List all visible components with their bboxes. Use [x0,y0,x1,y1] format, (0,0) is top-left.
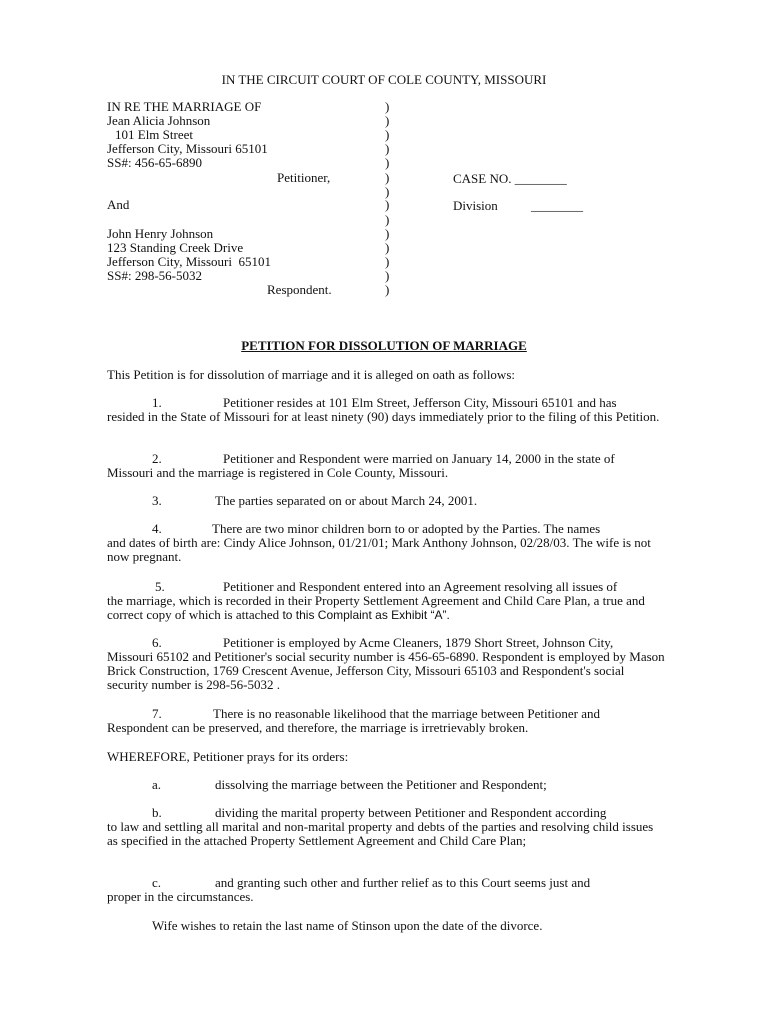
division-label: Division [453,198,498,213]
order-c: c. and granting such other and further relief as to this Court seems just and proper in the circumstances. [107,875,591,904]
respondent-city: Jefferson City, Missouri 65101 [107,254,271,269]
caption-paren: ) [385,99,390,114]
paragraph-6: 6. Petitioner is employed by Acme Cleaners, 1879 Short Street, Johnson City, Missouri 65102 and Petitioner's social security number is 456-65-6890. Respondent is employed by Mason Brick Construction, 1769 Crescent Avenue, Jefferson City, Missouri 65103 and Respondent's social security number is 298-56-5032 . [107,635,665,692]
caption-paren: ) [385,240,390,255]
caption-paren: ) [385,113,390,128]
order-letter: c. [152,875,162,890]
intro-text: This Petition is for dissolution of marriage and it is alleged on oath as follows: [107,367,515,382]
caption-paren: ) [385,268,390,283]
caption-paren: ) [385,155,390,170]
caption-paren: ) [385,282,390,297]
paragraph-3: 3. The parties separated on or about March 24, 2001. [107,494,667,508]
caption-paren: ) [385,212,390,227]
order-letter: b. [152,805,162,820]
petitioner-name: Jean Alicia Johnson [107,113,211,128]
paragraph-1: 1. Petitioner resides at 101 Elm Street, Jefferson City, Missouri 65101 and has resided in the State of Missouri for at least ninety (90) days immediately prior to the filing of this Petition. [107,395,660,424]
paragraph-5: 5. Petitioner and Respondent entered into an Agreement resolving all issues of the marriage, which is recorded in their Property Settlement Agreement and Child Care Plan, a true and correct copy of which is attached to this Complaint as Exhibit “A”. [107,579,645,622]
paragraph-number: 4. [152,521,162,536]
caption-paren: ) [385,184,390,199]
closing-text: Wife wishes to retain the last name of Stinson upon the date of the divorce. [152,918,543,933]
paragraph-number: 7. [152,706,162,721]
paragraph-7: 7. There is no reasonable likelihood that the marriage between Petitioner and Respondent can be preserved, and therefore, the marriage is irretrievably broken. [107,706,600,735]
case-number: CASE NO. ________ [453,171,567,186]
paragraph-number: 5. [155,579,165,594]
division-blank: ________ [531,198,583,213]
paragraph-number: 6. [152,635,162,650]
paragraph-number: 3. [152,493,162,508]
caption-and: And [107,197,130,212]
order-b: b. dividing the marital property between Petitioner and Respondent according to law and settling all marital and non-marital property and debts of the parties and resolving child issues as specified in the attached Property Settlement Agreement and Child Care Plan; [107,805,654,848]
petitioner-city: Jefferson City, Missouri 65101 [107,141,268,156]
petitioner-street: 101 Elm Street [115,127,193,142]
caption-paren: ) [385,141,390,156]
order-a: a. dissolving the marriage between the Petitioner and Respondent; [107,778,667,792]
paragraph-number: 1. [152,395,162,410]
petitioner-label: Petitioner, [277,170,331,185]
respondent-name: John Henry Johnson [107,226,214,241]
paragraph-4: 4. There are two minor children born to or adopted by the Parties. The names and dates of birth are: Cindy Alice Johnson, 01/21/01; Mark Anthony Johnson, 02/28/03. The wife is not now pregnant. [107,521,651,564]
respondent-ss: SS#: 298-56-5032 [107,268,202,283]
court-title: IN THE CIRCUIT COURT OF COLE COUNTY, MISSOURI [221,72,547,87]
respondent-street: 123 Standing Creek Drive [107,240,244,255]
paragraph-2: 2. Petitioner and Respondent were married on January 14, 2000 in the state of Missouri and the marriage is registered in Cole County, Missouri. [107,451,615,480]
caption-paren: ) [385,170,390,185]
petition-title: PETITION FOR DISSOLUTION OF MARRIAGE [241,338,527,353]
caption-paren: ) [385,254,390,269]
petitioner-ss: SS#: 456-65-6890 [107,155,202,170]
order-letter: a. [152,777,162,792]
caption-paren: ) [385,226,390,241]
wherefore-text: WHEREFORE, Petitioner prays for its orders: [107,749,349,764]
caption-in-re: IN RE THE MARRIAGE OF [107,99,262,114]
caption-paren: ) [385,197,390,212]
caption-paren: ) [385,127,390,142]
respondent-label: Respondent. [267,282,332,297]
paragraph-number: 2. [152,451,162,466]
